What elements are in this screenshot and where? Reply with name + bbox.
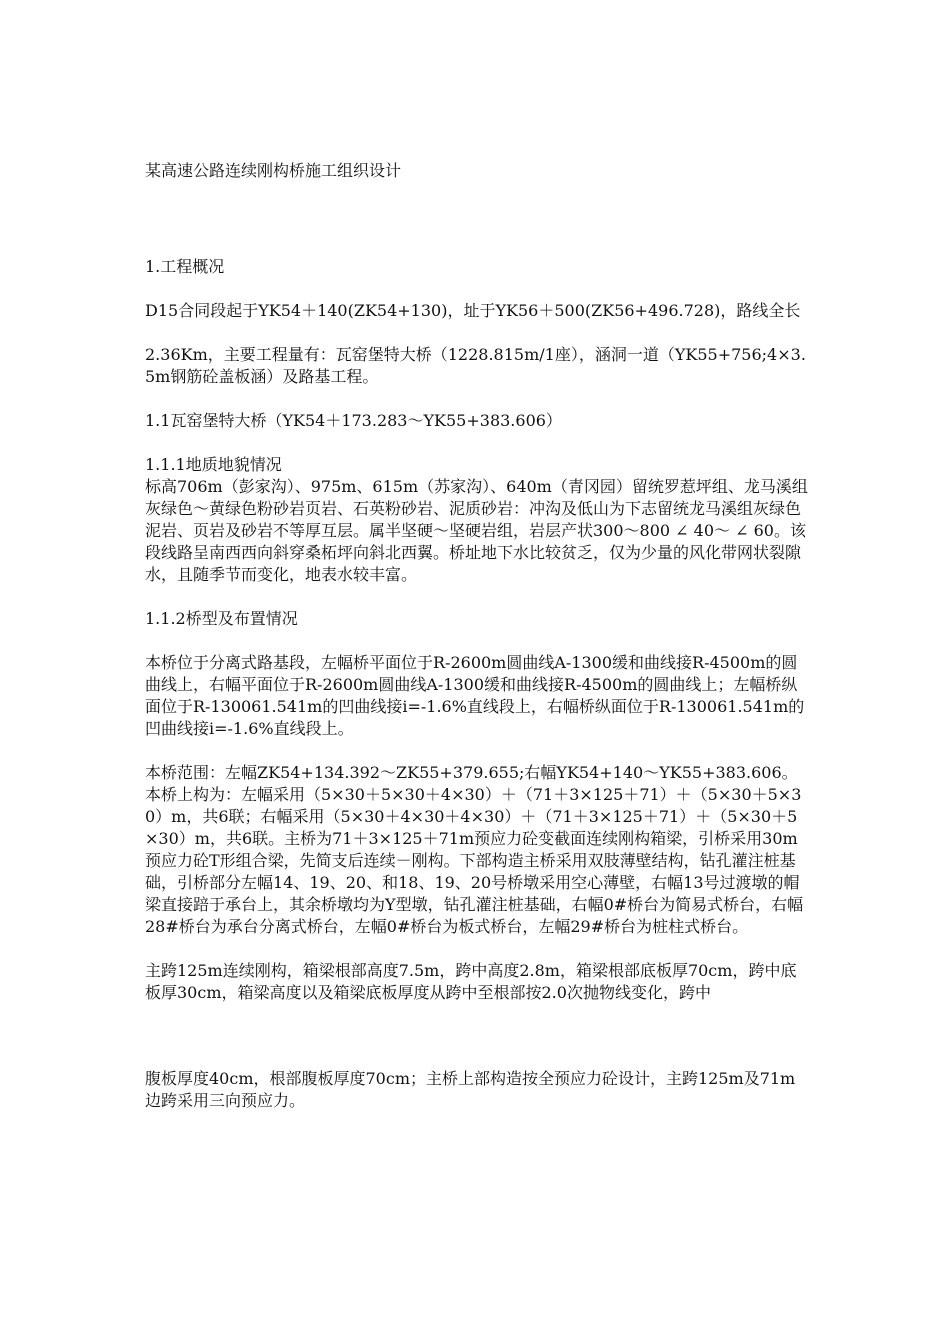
paragraph-bridge-alignment: 本桥位于分离式路基段，左幅桥平面位于R-2600m圆曲线A-1300缓和曲线接R-4500m的圆曲线上，右幅平面位于R-2600m圆曲线A-1300缓和曲线接R-4500m的圆曲线上；左幅桥纵面位于R-130061.541m的凹曲线接i=-1.6%直线段上，右幅桥纵面位于R-130061.541m的凹曲线接i=-1.6%直线段上。 xyxy=(145,653,805,738)
paragraph-main-quantities: 2.36Km，主要工程量有：瓦窑堡特大桥（1228.815m/1座），涵洞一道（YK55+756;4×3.5m钢筋砼盖板涵）及路基工程。 xyxy=(145,345,806,386)
section-heading-1-1: 1.1瓦窑堡特大桥（YK54＋173.283～YK55+383.606） xyxy=(145,411,562,430)
paragraph-geology: 标高706m（彭家沟）、975m、615m（苏家沟）、640m（青冈园）留统罗惹坪组、龙马溪组灰绿色～黄绿色粉砂岩页岩、石英粉砂岩、泥质砂岩：冲沟及低山为下志留统龙马溪组灰绿色泥岩、页岩及砂岩不等厚互层。属半坚硬～坚硬岩组，岩层产状300～800 ∠ 40～ ∠ 60。该段线路呈南西西向斜穿桑柘坪向斜北西翼。桥址地下水比较贫乏，仅为少量的风化带网状裂隙水，且随季节而变化，地表水较丰富。 xyxy=(145,477,808,584)
paragraph-web-thickness: 腹板厚度40cm，根部腹板厚度70cm；主桥上部构造按全预应力砼设计，主跨125m及71m边跨采用三向预应力。 xyxy=(145,1069,796,1110)
paragraph-route-overview: D15合同段起于YK54＋140(ZK54+130)，址于YK56＋500(ZK56+496.728)，路线全长 xyxy=(145,301,801,320)
paragraph-bridge-structure: 本桥范围：左幅ZK54+134.392～ZK55+379.655;右幅YK54+140～YK55+383.606。 本桥上构为：左幅采用（5×30＋5×30＋4×30）＋（71＋3×125＋71）＋（5×30＋5×30）m，共6联；右幅采用（5×30＋4×30＋4×30）＋（71＋3×125＋71）＋（5×30＋5×30）m，共6联。主桥为71＋3×125＋71m预应力砼变截面连续刚构箱梁，引桥采用30m预应力砼T形组合梁，先简支后连续－刚构。下部构造主桥采用双肢薄壁结构，钻孔灌注桩基础，引桥部分左幅14、19、20、和18、19、20号桥墩采用空心薄壁，右幅13号过渡墩的帽梁直接踣于承台上，其余桥墩均为Y型墩，钻孔灌注桩基础，右幅0#桥台为简易式桥台，右幅28#桥台为承台分离式桥台，左幅0#桥台为板式桥台，左幅29#桥台为桩柱式桥台。 xyxy=(145,763,804,936)
document-title: 某高速公路连续刚构桥施工组织设计 xyxy=(145,161,402,180)
document-page xyxy=(145,160,810,1112)
paragraph-main-span: 主跨125m连续刚构，箱梁根部高度7.5m，跨中高度2.8m，箱梁根部底板厚70cm，跨中底板厚30cm，箱梁高度以及箱梁底板厚度从跨中至根部按2.0次抛物线变化，跨中 xyxy=(145,961,797,1002)
section-heading-1-1-1: 1.1.1地质地貌情况 xyxy=(145,455,282,474)
section-heading-1-1-2: 1.1.2桥型及布置情况 xyxy=(145,609,298,628)
section-heading-1: 1.工程概况 xyxy=(145,257,225,276)
